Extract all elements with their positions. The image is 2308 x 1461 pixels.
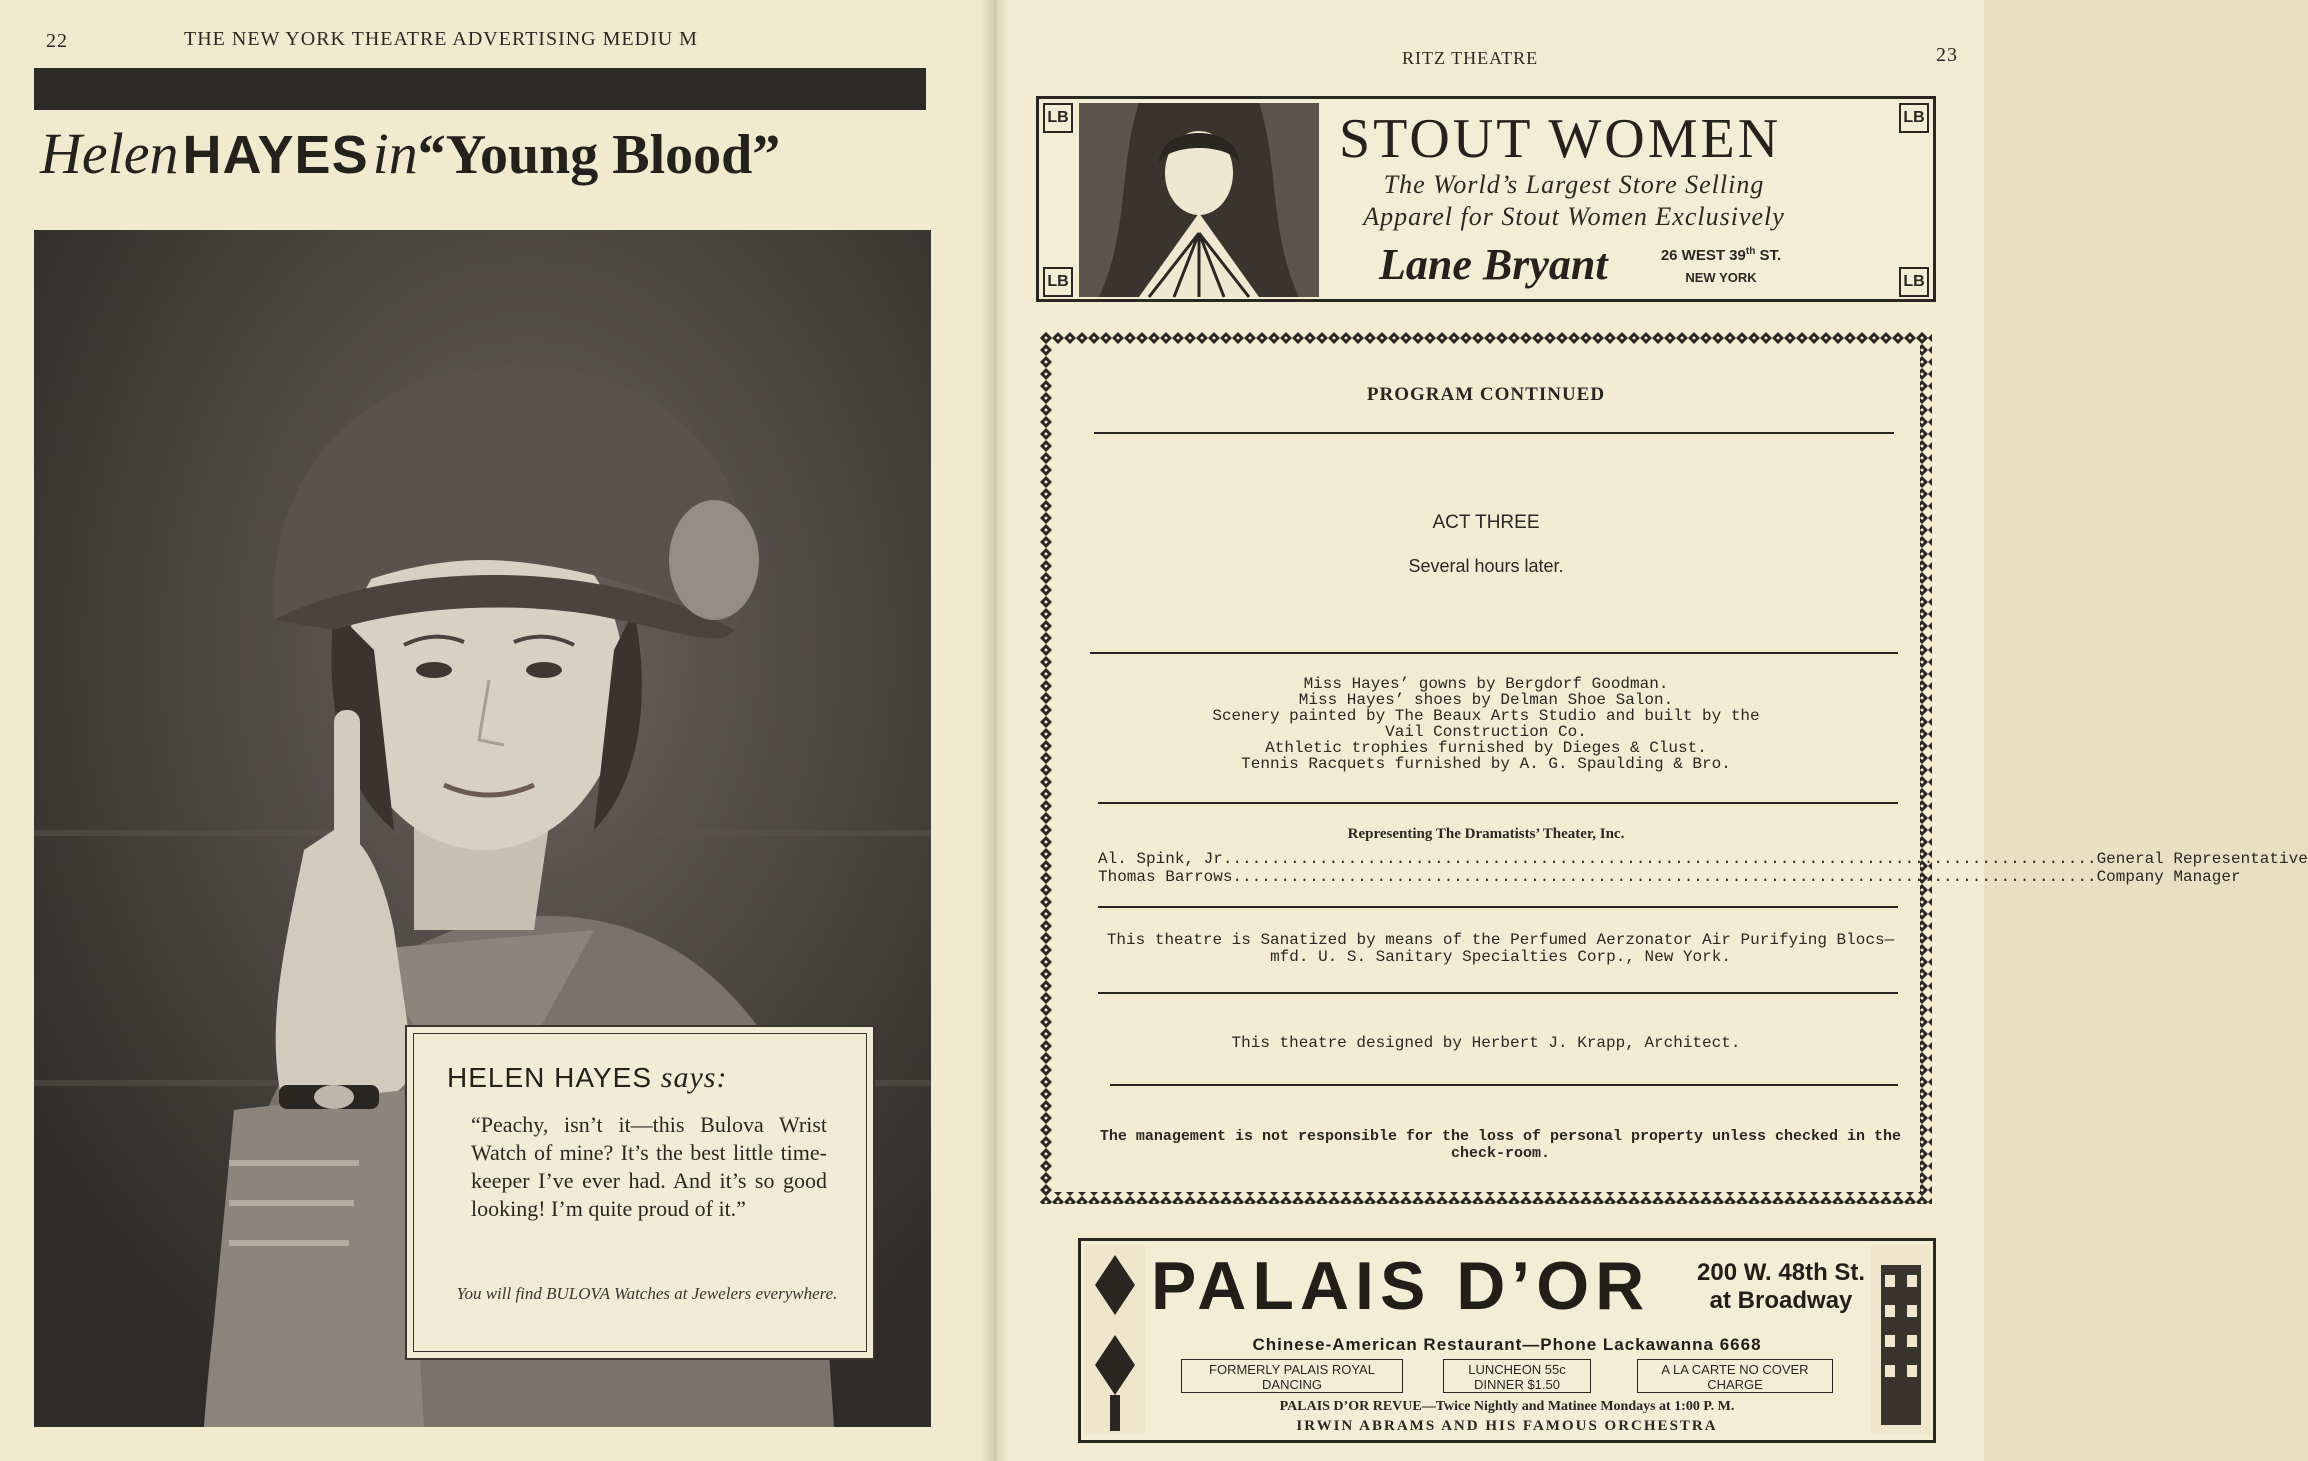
palais-box-formerly: FORMERLY PALAIS ROYAL DANCING (1181, 1359, 1403, 1393)
credit-line: Tennis Racquets furnished by A. G. Spaulding & Bro. (1241, 755, 1731, 773)
palais-revue-line: PALAIS D’OR REVUE—Twice Nightly and Matinee Mondays at 1:00 P. M. (1279, 1399, 1735, 1414)
credit-line: Miss Hayes’ shoes by Delman Shoe Salon. (1298, 691, 1674, 709)
address-street: 26 WEST 39 (1660, 247, 1746, 264)
lane-bryant-brand: Lane Bryant (1379, 240, 1608, 289)
lane-bryant-address (1651, 241, 1791, 289)
top-band (34, 68, 926, 110)
rule-4 (1098, 906, 1898, 908)
rule-3 (1098, 802, 1898, 804)
staff-row (1098, 850, 2308, 868)
page-number-right: 23 (1936, 44, 1958, 66)
staff-role: Company Manager (2096, 868, 2241, 886)
designed-notice: This theatre designed by Herbert J. Krapp, Architect. (1231, 1034, 1741, 1052)
credit-line: Miss Hayes’ gowns by Bergdorf Goodman. (1303, 675, 1669, 693)
representing-line: Representing The Dramatists’ Theater, Inc. (1347, 826, 1625, 842)
credit-line: Vail Construction Co. (1385, 723, 1587, 741)
page-number-left: 22 (46, 30, 68, 52)
lb-logo-br: LB (1899, 267, 1929, 297)
left-page (0, 0, 992, 1461)
rule-2 (1090, 652, 1898, 654)
headline-helen: Helen (40, 121, 179, 186)
address-st: ST. (1755, 247, 1782, 264)
testimonial-title (447, 1061, 727, 1095)
lb-logo-tl: LB (1043, 103, 1073, 133)
ad-headline (40, 120, 940, 200)
palais-address-street: 200 W. 48th St. (1697, 1259, 1866, 1286)
staff-name: Al. Spink, Jr. (1098, 850, 1233, 868)
palais-address-cross: at Broadway (1709, 1287, 1853, 1314)
act-title: ACT THREE (1432, 512, 1540, 533)
palais-subtitle: Chinese-American Restaurant—Phone Lackawanna 6668 (1252, 1335, 1762, 1354)
address-sup: th (1745, 246, 1756, 257)
palais-dor-ad (1078, 1238, 1936, 1443)
program-section (1040, 332, 2308, 1204)
act-note: Several hours later. (1408, 556, 1564, 576)
testimonial-footer: You will find BULOVA Watches at Jewelers everywhere. (456, 1284, 838, 1303)
headline-hayes: HAYES (182, 125, 369, 185)
palais-box-luncheon: LUNCHEON 55c DINNER $1.50 (1443, 1359, 1591, 1393)
staff-role: General Representative (2096, 850, 2308, 868)
stout-women-title: STOUT WOMEN (1339, 108, 1782, 170)
address-city: NEW YORK (1685, 270, 1757, 285)
rule-1 (1094, 432, 1894, 434)
palais-orchestra-line: IRWIN ABRAMS AND HIS FAMOUS ORCHESTRA (1296, 1418, 1718, 1434)
palais-address (1697, 1259, 1865, 1315)
rule-5 (1098, 992, 1898, 994)
lb-logo-bl: LB (1043, 267, 1073, 297)
running-head-right: RITZ THEATRE (1402, 48, 1539, 68)
testimonial-quote: “Peachy, isn’t it—this Bulova Wrist Watch of mine? It’s the best little time-keeper I’ve ever had. And it’s so good looking! I’m quite proud of it.” (471, 1112, 827, 1221)
headline-in: in (372, 121, 418, 186)
rule-6 (1110, 1084, 1898, 1086)
staff-row (1098, 868, 2241, 886)
testimonial-box (405, 1025, 875, 1360)
palais-box-carte: A LA CARTE NO COVER CHARGE (1637, 1359, 1833, 1393)
lane-bryant-ad (1036, 96, 1936, 302)
program-heading: PROGRAM CONTINUED (1366, 384, 1606, 405)
credits-list (1040, 676, 1932, 772)
sanitized-notice: This theatre is Sanatized by means of the Perfumed Aerzonator Air Purifying Blocs—mfd. U. S. Sanitary Specialties Corp., New York. (1106, 931, 1895, 966)
book-gutter (980, 0, 1010, 1461)
testimonial-says: says: (660, 1061, 728, 1094)
staff-name: Thomas Barrows (1098, 868, 1233, 886)
credit-line: Scenery painted by The Beaux Arts Studio and built by the (1212, 707, 1760, 725)
woman-with-fan-illustration (1079, 103, 1319, 297)
headline-young-blood: “Young Blood” (417, 124, 781, 186)
palais-dor-title: PALAIS D’OR (1151, 1248, 1651, 1324)
leader-dots: .......................................................................................... (1232, 868, 2097, 886)
right-page (992, 0, 2308, 1461)
lb-logo-tr: LB (1899, 103, 1929, 133)
testimonial-name: HELEN HAYES (447, 1062, 652, 1093)
running-head-left: THE NEW YORK THEATRE ADVERTISING MEDIU M (184, 28, 698, 50)
management-notice: The management is not responsible for the loss of personal property unless checked in the check-room. (1099, 1128, 1902, 1162)
stout-women-subtitle: The World’s Largest Store Selling Apparel for Stout Women Exclusively (1363, 170, 1785, 231)
leader-dots: .......................................................................................... (1232, 850, 2097, 868)
credit-line: Athletic trophies furnished by Dieges & Clust. (1265, 739, 1707, 757)
